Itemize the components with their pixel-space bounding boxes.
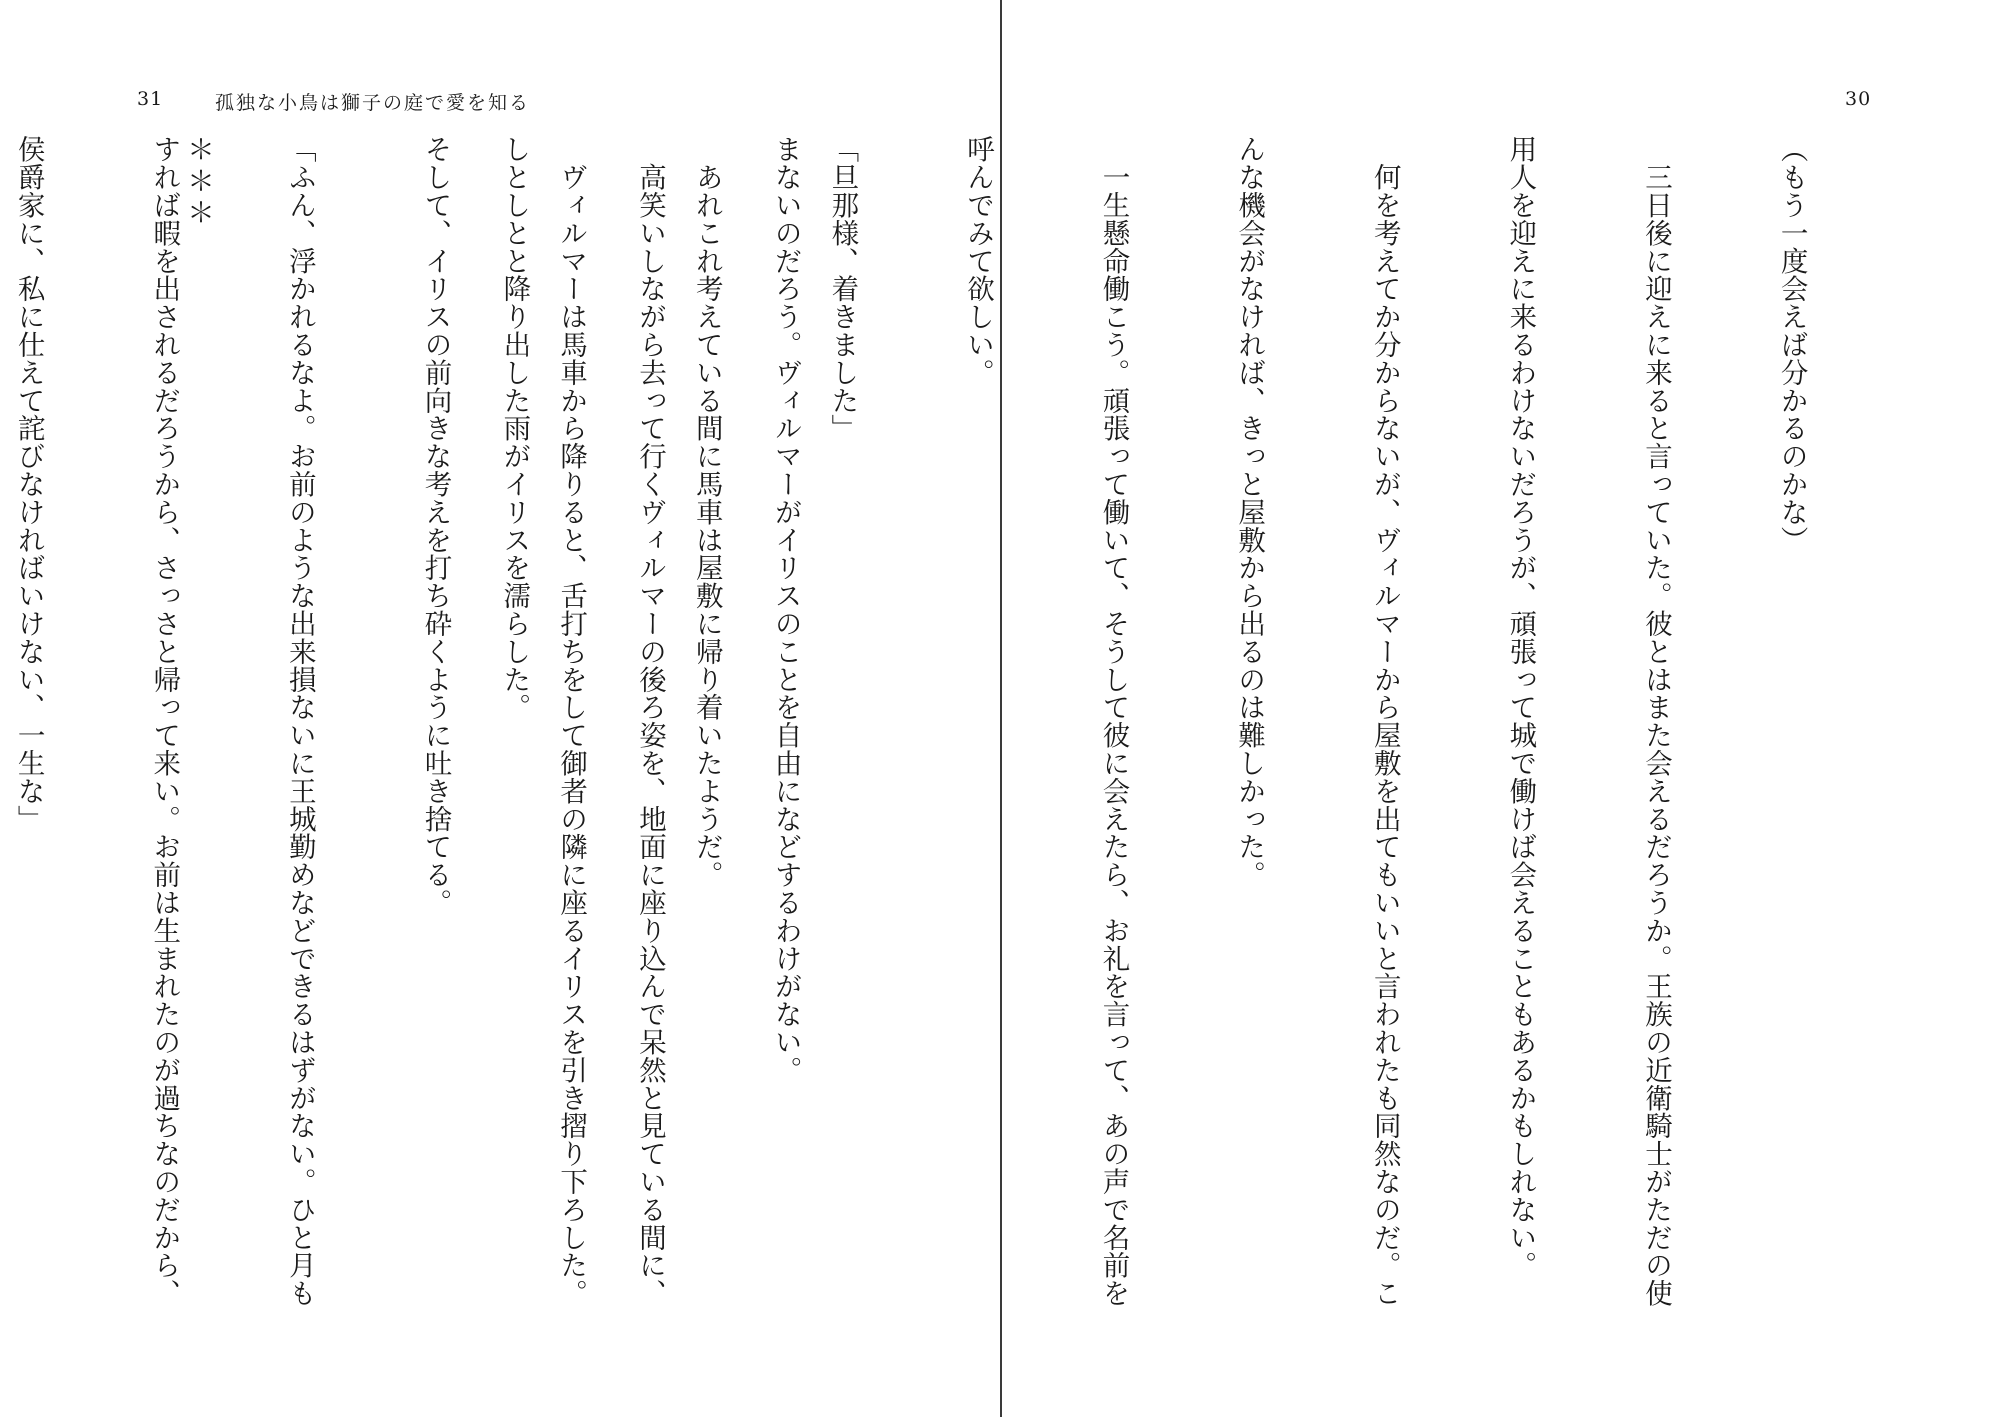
right-line-14: んな機会がなければ、きっと屋敷から出るのは難しかった。 [1233,135,1266,889]
running-title: 孤独な小鳥は獅子の庭で愛を知る [215,92,531,114]
scene-separator: ＊＊＊ [181,135,214,230]
left-line-18: まないのだろう。ヴィルマーがイリスのことを自由になどするわけがない。 [769,135,802,1084]
right-line-18: （もう一度会えば分かるのかな） [1775,135,1808,554]
right-line-17: 三日後に迎えに来ると言っていた。彼とはまた会えるだろうか。王族の近衛騎士がただの使 [1639,135,1672,1307]
right-line-15: 何を考えてか分からないが、ヴィルマーから屋敷を出てもいいと言われたも同然なのだ。こ [1368,135,1401,1307]
right-page-number: 30 [1845,88,1872,110]
right-line-13: 一生懸命働こう。頑張って働いて、そうして彼に会えたら、お礼を言って、あの声で名前を [1097,135,1130,1307]
right-line-11: 「旦那様、着きました」 [826,135,859,442]
right-line-5: 侯爵家に、私に仕えて詫びなければいけない、一生な」 [12,135,45,833]
left-page-number: 31 [137,88,164,110]
right-line-16: 用人を迎えに来るわけないだろうが、頑張って城で働けば会えることもあるかもしれない。 [1504,135,1537,1279]
right-line-7: 「ふん、浮かれるなよ。お前のような出来損ないに王城勤めなどできるはずがない。ひと月も [283,135,316,1307]
right-line-8: そして、イリスの前向きな考えを打ち砕くように吐き捨てる。 [419,135,452,917]
right-line-10: あれこれ考えている間に馬車は屋敷に帰り着いたようだ。 [690,135,723,889]
right-line-12: 呼んでみて欲しい。 [961,135,994,387]
right-line-6: すれば暇を出されるだろうから、さっさと帰って来い。お前は生まれたのが過ちなのだから、 [148,135,181,1307]
right-line-9: ヴィルマーは馬車から降りると、舌打ちをして御者の隣に座るイリスを引き摺り下ろした。 [555,135,588,1307]
left-line-17: 高笑いしながら去って行くヴィルマーの後ろ姿を、地面に座り込んで呆然と見ている間に、 [633,135,666,1307]
left-line-16: しとしとと降り出した雨がイリスを濡らした。 [498,135,531,721]
